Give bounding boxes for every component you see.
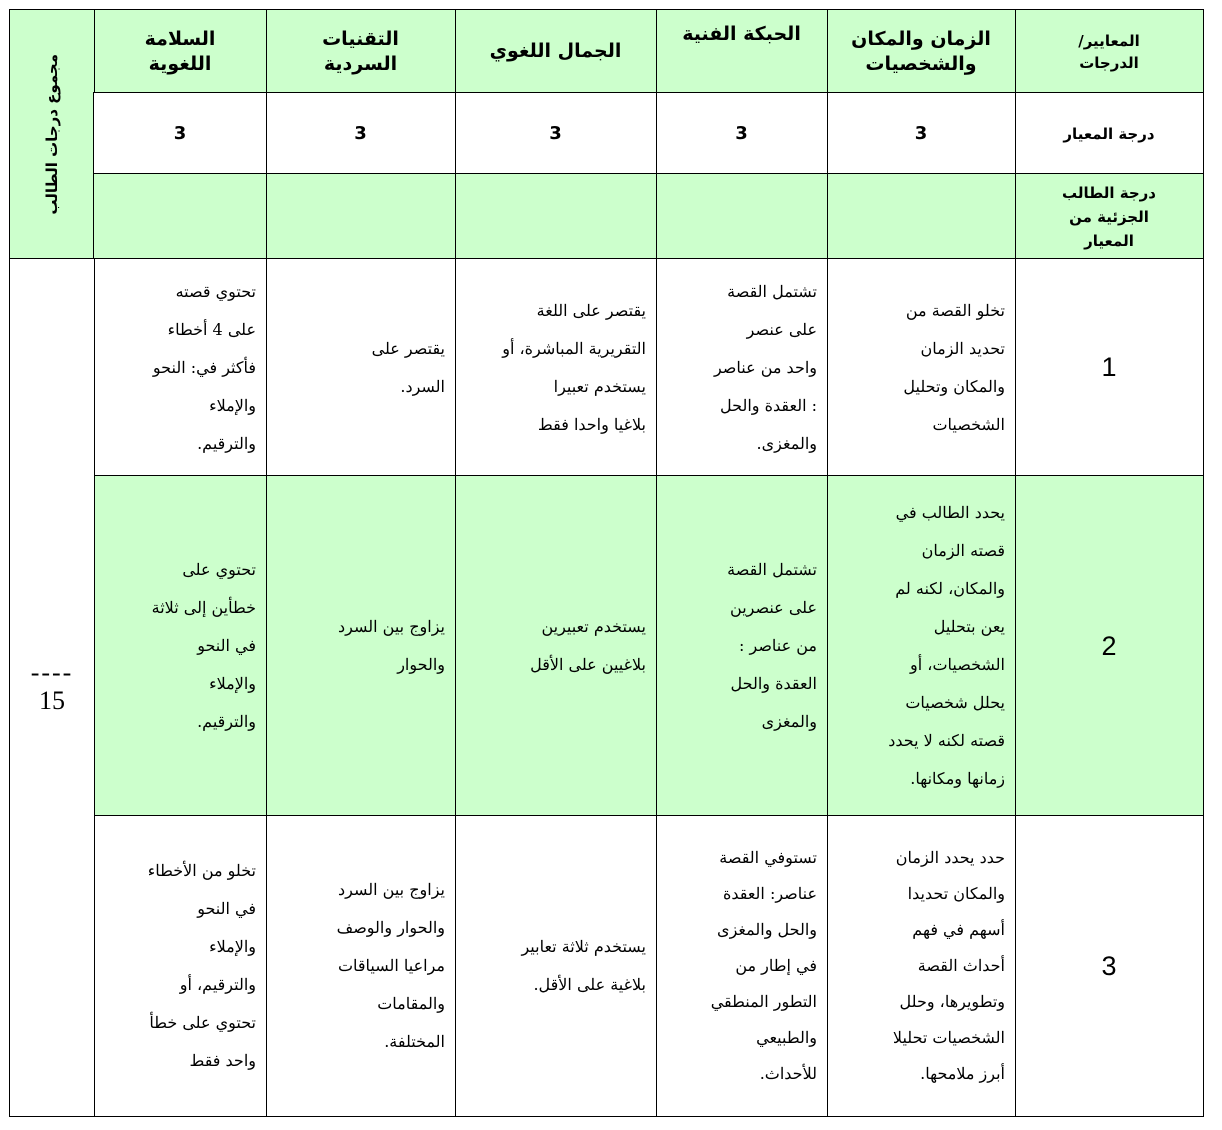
level-number: 1 xyxy=(1014,258,1204,477)
total-blank: ---- xyxy=(30,657,74,687)
rubric-cell: تشتمل القصة على عنصر واحد من عناصر : العقدة والحل والمغزى. xyxy=(655,258,828,477)
rubric-cell: تحتوي على خطأين إلى ثلاثة في النحو والإملاء والترقيم. xyxy=(93,475,267,817)
score-value: 3 xyxy=(454,92,657,175)
header-plot: الحبكة الفنية xyxy=(655,9,828,94)
header-linguistic-beauty: الجمال اللغوي xyxy=(454,9,657,94)
rubric-cell: حدد يحدد الزمان والمكان تحديدا أسهم في فهم أحداث القصة وتطويرها، وحلل الشخصيات تحليلا أبرز ملامحها. xyxy=(826,815,1016,1117)
level-number: 3 xyxy=(1014,815,1204,1117)
rubric-cell: تخلو من الأخطاء في النحو والإملاء والترقيم، أو تحتوي على خطأ واحد فقط xyxy=(93,815,267,1117)
rubric-cell: تستوفي القصة عناصر: العقدة والحل والمغزى في إطار من التطور المنطقي والطبيعي للأحداث. xyxy=(655,815,828,1117)
score-row-label: درجة المعيار xyxy=(1014,92,1204,175)
header-criteria-levels: المعايير/ الدرجات xyxy=(1014,9,1204,94)
score-value: 3 xyxy=(826,92,1016,175)
rubric-cell: يزاوج بين السرد والحوار xyxy=(265,475,456,817)
rubric-cell: يزاوج بين السرد والحوار والوصف مراعيا السياقات والمقامات المختلفة. xyxy=(265,815,456,1117)
rubric-cell: تخلو القصة من تحديد الزمان والمكان وتحليل الشخصيات xyxy=(826,258,1016,477)
score-value: 3 xyxy=(93,92,267,175)
total-max: 15 xyxy=(39,685,65,715)
rubric-cell: يستخدم ثلاثة تعابير بلاغية على الأقل. xyxy=(454,815,657,1117)
rubric-cell: يقتصر على السرد. xyxy=(265,258,456,477)
header-time-place-characters: الزمان والمكان والشخصيات xyxy=(826,9,1016,94)
student-score-input[interactable] xyxy=(93,173,267,260)
score-value: 3 xyxy=(265,92,456,175)
student-score-input[interactable] xyxy=(454,173,657,260)
student-score-input[interactable] xyxy=(826,173,1016,260)
student-score-input[interactable] xyxy=(265,173,456,260)
header-narrative-techniques: التقنيات السردية xyxy=(265,9,456,94)
student-total-cell[interactable] xyxy=(9,258,95,1117)
level-number: 2 xyxy=(1014,475,1204,817)
rubric-cell: تشتمل القصة على عنصرين من عناصر : العقدة والحل والمغزى xyxy=(655,475,828,817)
header-student-total: مجموع درجات الطالب xyxy=(9,9,95,260)
rubric-cell: تحتوي قصته على 4 أخطاء فأكثر في: النحو والإملاء والترقيم. xyxy=(93,258,267,477)
rubric-cell: يستخدم تعبيرين بلاغيين على الأقل xyxy=(454,475,657,817)
rubric-cell: يحدد الطالب في قصته الزمان والمكان، لكنه لم يعن بتحليل الشخصيات، أو يحلل شخصيات قصته لكنه لا يحدد زمانها ومكانها. xyxy=(826,475,1016,817)
student-score-input[interactable] xyxy=(655,173,828,260)
score-value: 3 xyxy=(655,92,828,175)
rubric-cell: يقتصر على اللغة التقريرية المباشرة، أو يستخدم تعبيرا بلاغيا واحدا فقط xyxy=(454,258,657,477)
student-score-row-label: درجة الطالب الجزئية من المعيار xyxy=(1014,173,1204,260)
header-linguistic-correctness: السلامة اللغوية xyxy=(93,9,267,94)
